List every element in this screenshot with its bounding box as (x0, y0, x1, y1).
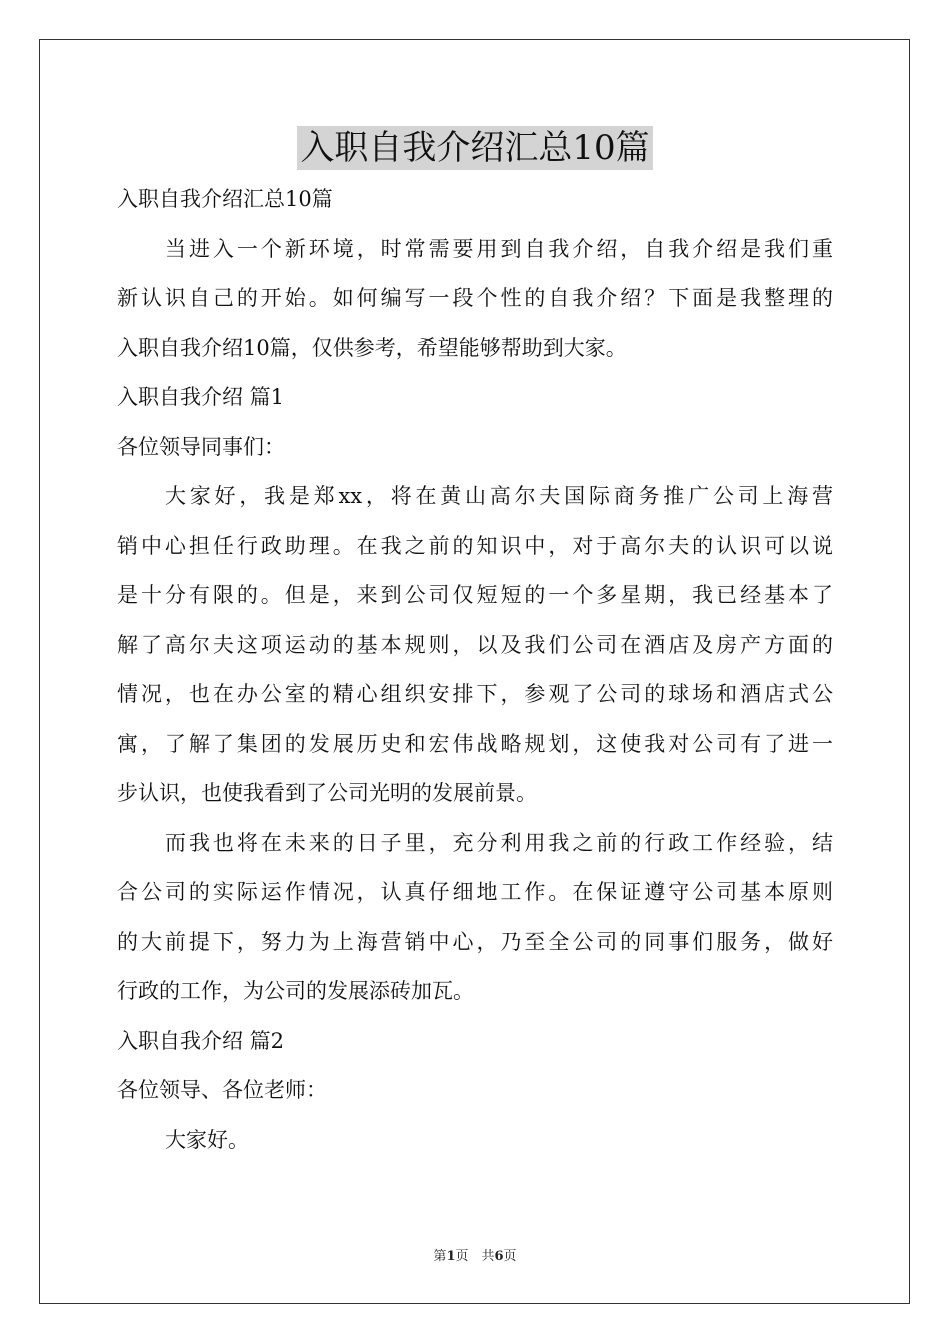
paragraph-line: 是十分有限的。但是，来到公司仅短短的一个多星期，我已经基本了 (117, 583, 833, 607)
footer-mid: 页 共 (455, 1249, 495, 1264)
paragraph-line: 解了高尔夫这项运动的基本规则，以及我们公司在酒店及房产方面的 (117, 632, 833, 657)
section-heading: 入职自我介绍 篇1 (117, 385, 285, 409)
paragraph-line: 大家好，我是郑xx，将在黄山高尔夫国际商务推广公司上海营 (165, 484, 833, 508)
paragraph-line: 合公司的实际运作情况，认真仔细地工作。在保证遵守公司基本原则 (117, 880, 833, 904)
paragraph-line: 销中心担任行政助理。在我之前的知识中，对于高尔夫的认识可以说 (117, 533, 833, 558)
intro-paragraph-line: 当进入一个新环境，时常需要用到自我介绍，自我介绍是我们重 (165, 236, 833, 261)
document-body (117, 175, 833, 1165)
current-page-number: 1 (446, 1249, 456, 1264)
section-heading: 入职自我介绍 篇2 (117, 1028, 285, 1053)
paragraph-line: 寓，了解了集团的发展历史和宏伟战略规划，这使我对公司有了进一 (117, 731, 833, 756)
page-footer (0, 1248, 950, 1266)
salutation: 各位领导同事们： (117, 434, 285, 459)
intro-paragraph-line: 新认识自己的开始。如何编写一段个性的自我介绍？下面是我整理的 (117, 286, 833, 310)
paragraph-line: 的大前提下，努力为上海营销中心，乃至全公司的同事们服务，做好 (117, 929, 833, 954)
intro-paragraph-line: 入职自我介绍10篇，仅供参考，希望能够帮助到大家。 (117, 335, 627, 360)
paragraph-line: 大家好。 (165, 1127, 249, 1152)
paragraph-line: 步认识，也使我看到了公司光明的发展前景。 (117, 781, 537, 805)
paragraph-line: 而我也将在未来的日子里，充分利用我之前的行政工作经验，结 (165, 830, 833, 855)
salutation: 各位领导、各位老师： (117, 1078, 327, 1102)
footer-suffix: 页 (503, 1249, 517, 1264)
total-page-count: 6 (494, 1249, 504, 1264)
subtitle-line: 入职自我介绍汇总10篇 (117, 187, 333, 211)
document-title: 入职自我介绍汇总10篇 (297, 126, 652, 170)
paragraph-line: 情况，也在办公室的精心组织安排下，参观了公司的球场和酒店式公 (117, 682, 833, 706)
title-container (0, 126, 950, 170)
paragraph-line: 行政的工作，为公司的发展添砖加瓦。 (117, 979, 474, 1003)
footer-prefix: 第 (433, 1249, 447, 1264)
